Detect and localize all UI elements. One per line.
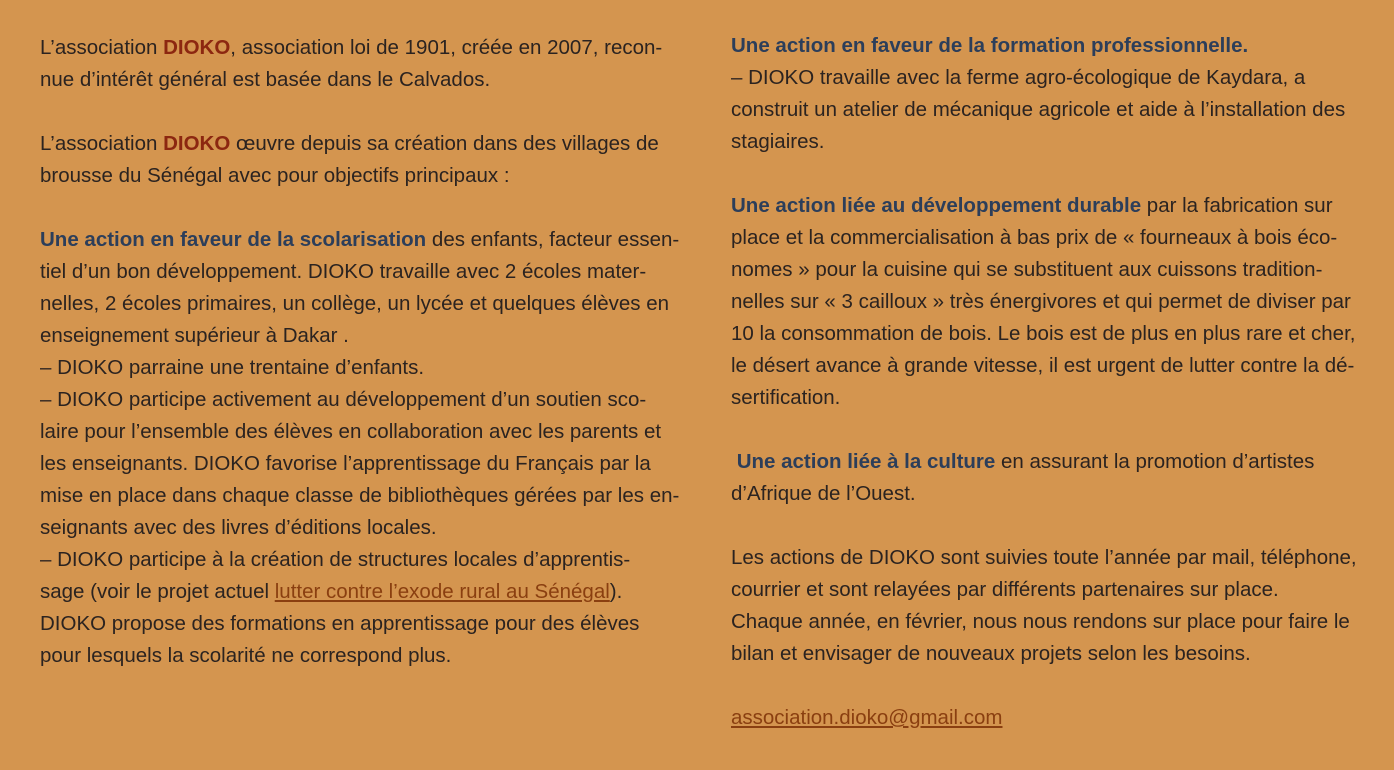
email-link[interactable]: association.dioko@gmail.com [731, 706, 1003, 729]
text-fragment: œuvre depuis sa création dans des villages de [230, 132, 659, 155]
left-column [40, 32, 680, 672]
text-line [731, 190, 1371, 222]
brand-name: DIOKO [163, 36, 231, 59]
text-line [731, 446, 1371, 478]
objectives-paragraph [40, 128, 680, 192]
text-line: bilan et envisager de nouveaux projets selon les besoins. [731, 642, 1251, 665]
text-line: nelles sur « 3 cailloux » très énergivores et qui permet de diviser par [731, 290, 1351, 313]
text-line: stagiaires. [731, 130, 825, 153]
text-line [40, 224, 680, 256]
section-heading: Une action liée au développement durable [731, 194, 1142, 217]
text-line: courrier et sont relayées par différents partenaires sur place. [731, 578, 1279, 601]
brand-name: DIOKO [163, 132, 231, 155]
followup-paragraph [731, 542, 1371, 670]
section-heading: Une action liée à la culture [736, 450, 996, 473]
text-line: – DIOKO travaille avec la ferme agro-écologique de Kaydara, a [731, 66, 1306, 89]
text-line: le désert avance à grande vitesse, il est urgent de lutter contre la dé- [731, 354, 1355, 377]
section-heading: Une action en faveur de la scolarisation [40, 228, 427, 251]
text-line: sertification. [731, 386, 841, 409]
text-line: – DIOKO participe activement au développement d’un soutien sco- [40, 388, 647, 411]
project-link[interactable]: lutter contre l’exode rural au Sénégal [274, 580, 610, 603]
schooling-paragraph [40, 224, 680, 672]
text-line: place et la commercialisation à bas prix de « fourneaux à bois éco- [731, 226, 1338, 249]
text-line [40, 128, 680, 160]
text-fragment: ). [609, 580, 623, 603]
text-line: seignants avec des livres d’éditions locales. [40, 516, 437, 539]
text-line: enseignement supérieur à Dakar . [40, 324, 349, 347]
text-line: pour lesquels la scolarité ne correspond plus. [40, 644, 452, 667]
text-fragment: des enfants, facteur essen- [426, 228, 680, 251]
culture-paragraph [731, 446, 1371, 510]
intro-paragraph [40, 32, 680, 96]
text-line: nomes » pour la cuisine qui se substituent aux cuissons tradition- [731, 258, 1323, 281]
text-fragment: sage (voir le projet actuel [40, 580, 275, 603]
text-line: DIOKO propose des formations en apprentissage pour des élèves [40, 612, 640, 635]
text-line: nue d’intérêt général est basée dans le Calvados. [40, 68, 491, 91]
text-line: les enseignants. DIOKO favorise l’apprentissage du Français par la [40, 452, 651, 475]
text-line: tiel d’un bon développement. DIOKO travaille avec 2 écoles mater- [40, 260, 647, 283]
text-line: mise en place dans chaque classe de bibliothèques gérées par les en- [40, 484, 680, 507]
text-line: laire pour l’ensemble des élèves en collaboration avec les parents et [40, 420, 662, 443]
text-line: d’Afrique de l’Ouest. [731, 482, 916, 505]
sustainability-paragraph [731, 190, 1371, 414]
text-fragment: par la fabrication sur [1141, 194, 1333, 217]
text-line: Les actions de DIOKO sont suivies toute l’année par mail, téléphone, [731, 546, 1357, 569]
text-fragment: L’association [40, 132, 164, 155]
text-line: – DIOKO participe à la création de structures locales d’apprentis- [40, 548, 631, 571]
text-fragment: L’association [40, 36, 164, 59]
text-line: nelles, 2 écoles primaires, un collège, un lycée et quelques élèves en [40, 292, 670, 315]
right-column [731, 30, 1371, 734]
text-line: 10 la consommation de bois. Le bois est de plus en plus rare et cher, [731, 322, 1356, 345]
text-line: brousse du Sénégal avec pour objectifs principaux : [40, 164, 510, 187]
section-heading: Une action en faveur de la formation professionnelle. [731, 34, 1249, 57]
contact-paragraph [731, 702, 1371, 734]
text-line: Chaque année, en février, nous nous rendons sur place pour faire le [731, 610, 1350, 633]
text-line: construit un atelier de mécanique agricole et aide à l’installation des [731, 98, 1346, 121]
text-line: – DIOKO parraine une trentaine d’enfants. [40, 356, 425, 379]
text-line [40, 32, 680, 64]
training-paragraph [731, 30, 1371, 158]
text-line [40, 576, 680, 608]
text-fragment: , association loi de 1901, créée en 2007, recon- [230, 36, 663, 59]
text-fragment: en assurant la promotion d’artistes [995, 450, 1315, 473]
